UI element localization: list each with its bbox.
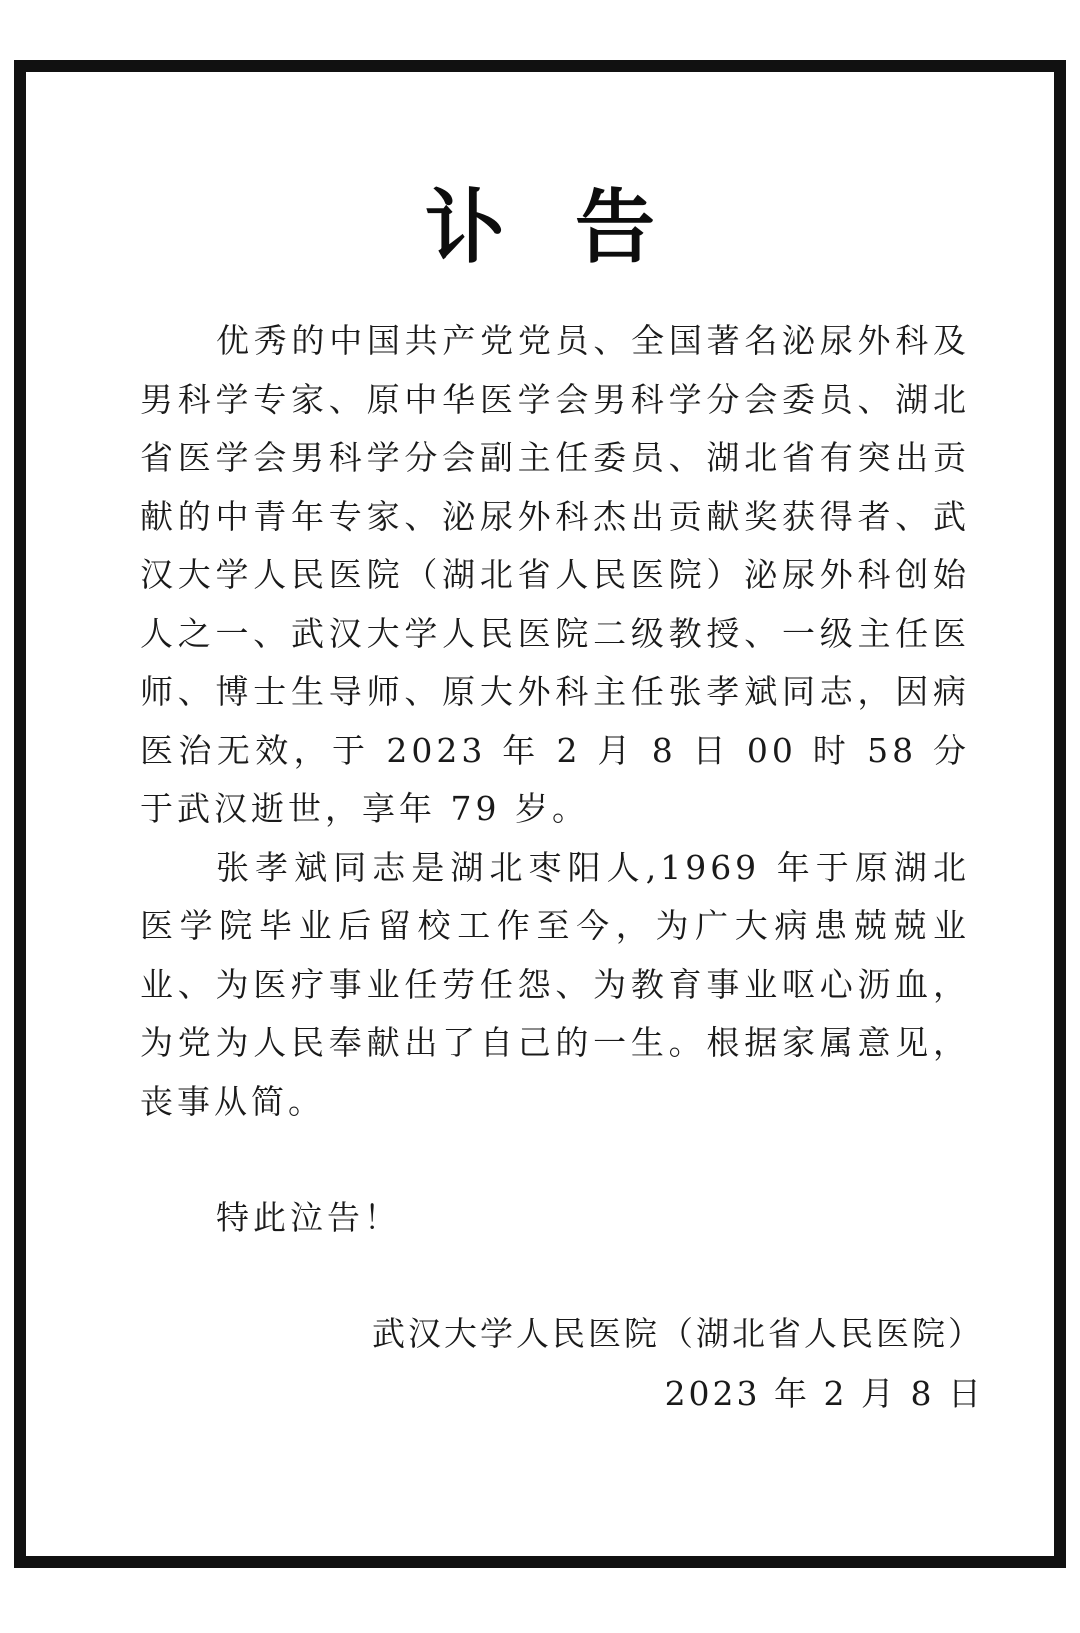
obituary-body bbox=[140, 312, 970, 1131]
obituary-title: 讣告 bbox=[425, 181, 725, 274]
body-paragraph-1: 优秀的中国共产党党员、全国著名泌尿外科及男科学专家、原中华医学会男科学分会委员、湖北省医学会男科学分会副主任委员、湖北省有突出贡献的中青年专家、泌尿外科杰出贡献奖获得者、武汉大学人民医院（湖北省人民医院）泌尿外科创始人之一、武汉大学人民医院二级教授、一级主任医师、博士生导师、原大外科主任张孝斌同志，因病医治无效，于 2023 年 2 月 8 日 00 时 58 分于武汉逝世，享年 79 岁。 bbox=[140, 321, 970, 828]
signature-date: 2023 年 2 月 8 日 bbox=[664, 1374, 984, 1413]
body-paragraph-2: 张孝斌同志是湖北枣阳人,1969 年于原湖北医学院毕业后留校工作至今，为广大病患兢兢业业、为医疗事业任劳任怨、为教育事业呕心沥血，为党为人民奉献出了自己的一生。根据家属意见，丧事从简。 bbox=[140, 847, 970, 1121]
signature-organization: 武汉大学人民医院（湖北省人民医院） bbox=[372, 1314, 984, 1353]
closing-line: 特此泣告！ bbox=[216, 1198, 401, 1237]
obituary-frame bbox=[14, 60, 1066, 1568]
